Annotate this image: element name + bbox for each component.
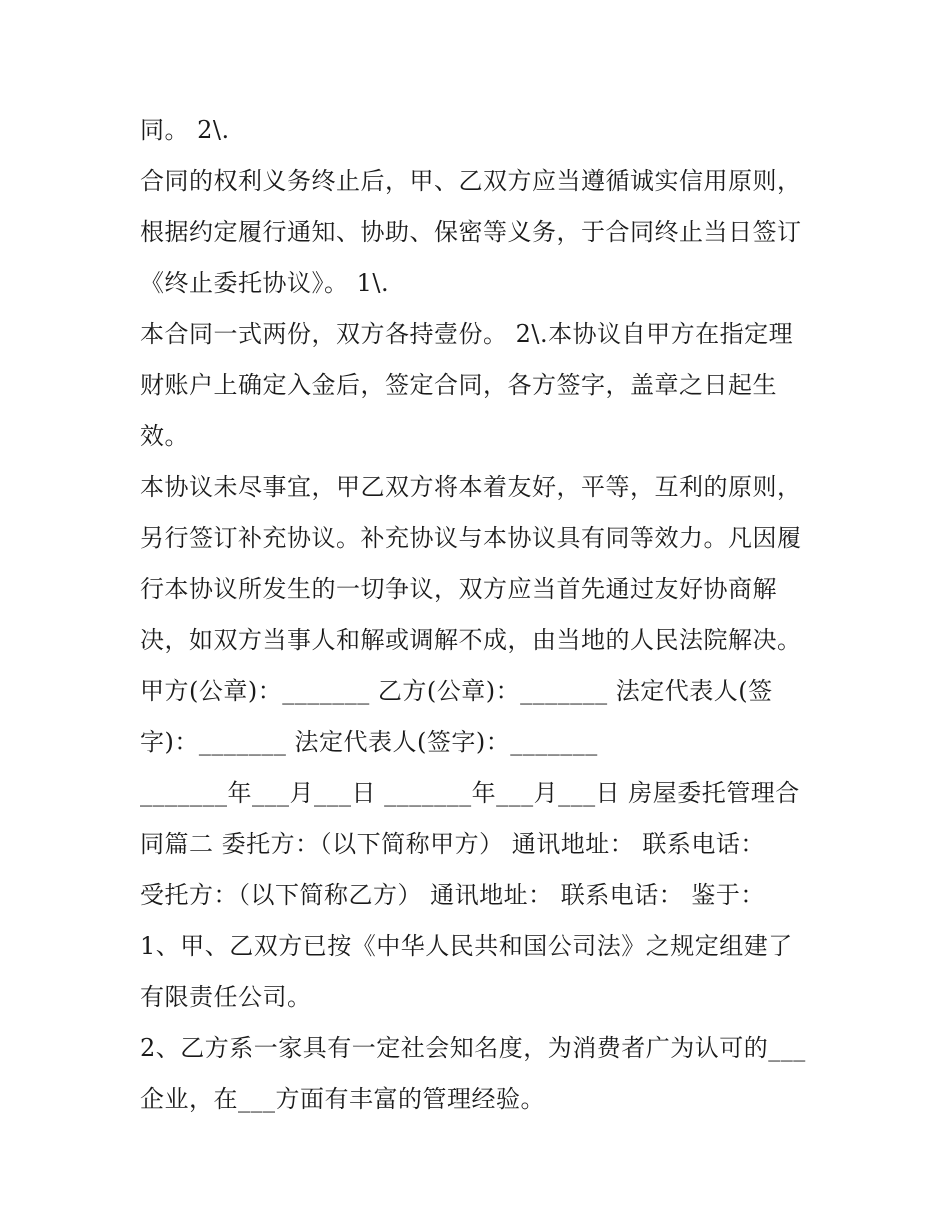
text-line: 合同的权利义务终止后，甲、乙双方应当遵循诚实信用原则， <box>140 167 802 195</box>
text-line: 财账户上确定入金后，签定合同，各方签字，盖章之日起生 <box>140 371 777 399</box>
text-line: 另行签订补充协议。补充协议与本协议具有同等效力。凡因履 <box>140 524 802 552</box>
date-line: _______年___月___日 _______年___月___日 房屋委托管理合 <box>140 779 800 807</box>
text-line: 行本协议所发生的一切争议，双方应当首先通过友好协商解 <box>140 575 777 603</box>
text-line: 本协议未尽事宜，甲乙双方将本着友好，平等，互利的原则， <box>140 473 802 501</box>
text-line: 根据约定履行通知、协助、保密等义务，于合同终止当日签订 <box>140 218 802 246</box>
text-line: 2、乙方系一家具有一定社会知名度，为消费者广为认可的___ <box>140 1034 806 1062</box>
text-line: 《终止委托协议》。 1\. <box>140 269 390 297</box>
text-line: 决，如双方当事人和解或调解不成，由当地的人民法院解决。 <box>140 626 802 654</box>
text-line: 本合同一式两份，双方各持壹份。 2\.本协议自甲方在指定理 <box>140 320 794 348</box>
text-line: 企业，在___方面有丰富的管理经验。 <box>140 1085 545 1113</box>
signature-line: 字)：_______ 法定代表人(签字)：_______ <box>140 728 598 756</box>
text-line: 同。 2\. <box>140 116 230 144</box>
text-line: 有限责任公司。 <box>140 983 312 1011</box>
document-body <box>140 108 820 1128</box>
text-line: 效。 <box>140 422 189 450</box>
signature-line: 甲方(公章)：_______ 乙方(公章)：_______ 法定代表人(签 <box>140 677 773 705</box>
text-line: 1、甲、乙双方已按《中华人民共和国公司法》之规定组建了 <box>140 932 793 960</box>
text-line: 同篇二 委托方：（以下简称甲方） 通讯地址： 联系电话： <box>140 830 765 858</box>
text-line: 受托方：（以下简称乙方） 通讯地址： 联系电话： 鉴于： <box>140 881 765 909</box>
